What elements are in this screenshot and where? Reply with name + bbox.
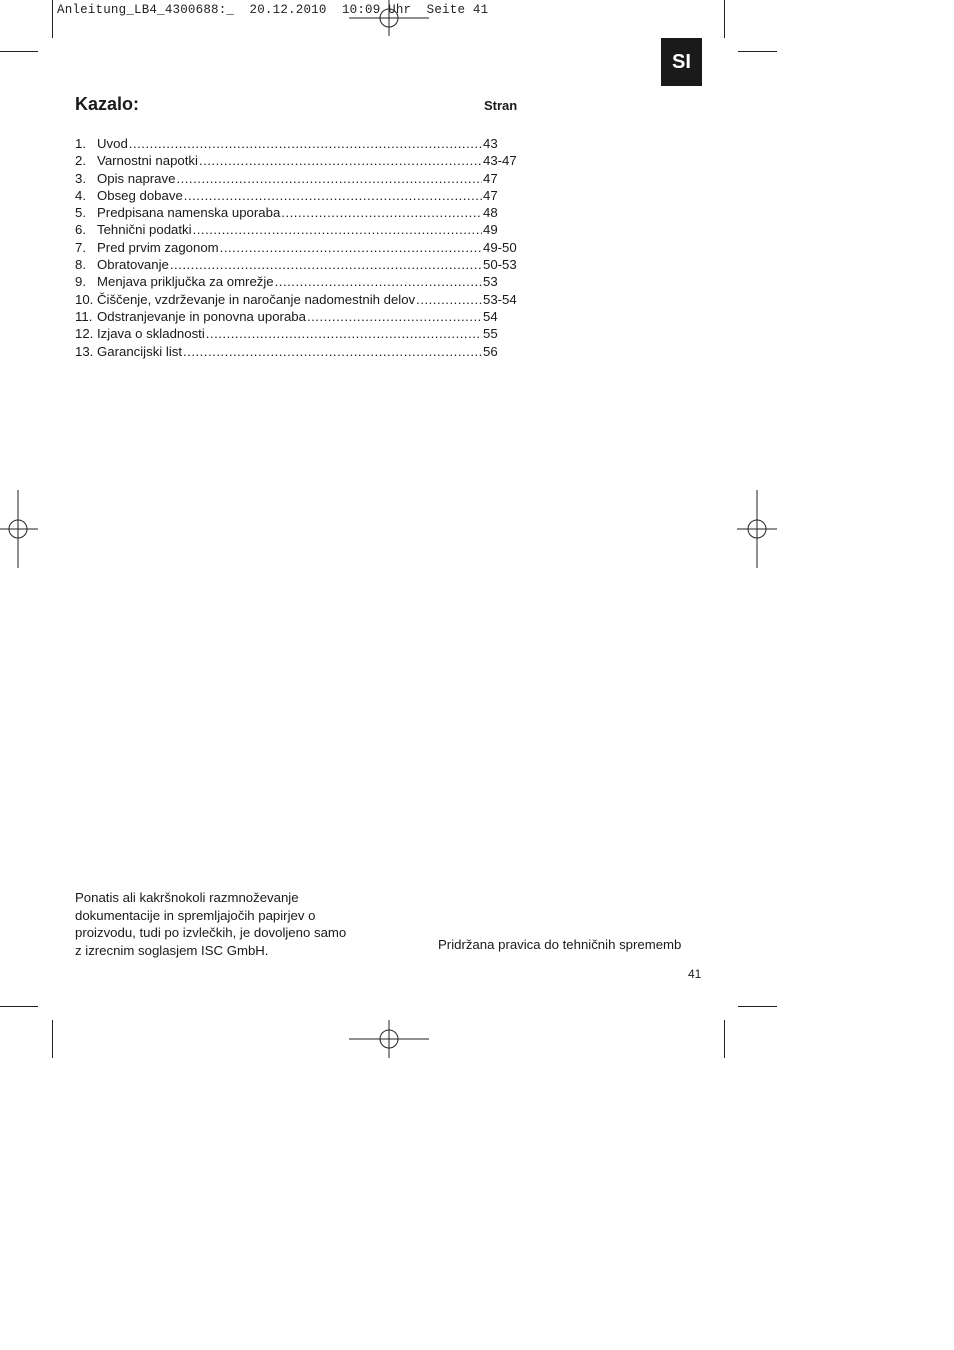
toc-entry-page: 54: [483, 308, 498, 324]
toc-entry-label: Predpisana namenska uporaba: [97, 205, 281, 221]
toc-entry[interactable]: [75, 152, 521, 169]
toc-dot-leader: [129, 135, 482, 152]
registration-mark-left-icon: [0, 490, 40, 568]
toc-entry-label: Obseg dobave: [97, 187, 183, 203]
table-of-contents: [75, 135, 521, 360]
toc-entry-page: 48: [483, 205, 498, 221]
toc-entry-label: Čiščenje, vzdrževanje in naročanje nadomestnih delov: [97, 291, 416, 307]
toc-entry-number: 5.: [75, 205, 86, 221]
crop-mark-top-left-horizontal: [0, 51, 38, 52]
toc-entry[interactable]: [75, 187, 521, 204]
toc-entry[interactable]: [75, 239, 521, 256]
toc-entry-number: 6.: [75, 222, 86, 238]
toc-entry-page: 49-50: [483, 239, 517, 255]
toc-dot-leader: [193, 221, 482, 238]
copyright-note: [75, 889, 385, 959]
toc-dot-leader: [307, 308, 482, 325]
toc-title: Kazalo:: [75, 94, 140, 114]
toc-entry-number: 8.: [75, 257, 86, 273]
toc-entry-page: 43: [483, 136, 498, 151]
crop-mark-bottom-left-horizontal: [0, 1006, 38, 1007]
copyright-line: Ponatis ali kakršnokoli razmnoževanje: [75, 890, 299, 905]
crop-mark-top-left-vertical: [52, 0, 53, 38]
toc-entry[interactable]: [75, 273, 521, 290]
toc-entry-page: 56: [483, 343, 498, 359]
toc-entry[interactable]: [75, 221, 521, 238]
toc-entry-label: Odstranjevanje in ponovna uporaba: [97, 308, 306, 324]
toc-dot-leader: [275, 273, 482, 290]
toc-entry[interactable]: [75, 204, 521, 221]
toc-entry[interactable]: [75, 135, 521, 152]
toc-entry-number: 12.: [75, 326, 94, 342]
toc-entry-page: 55: [483, 326, 498, 342]
toc-entry-label: Obratovanje: [97, 257, 169, 273]
toc-entry-page: 49: [483, 222, 498, 238]
registration-mark-right-icon: [737, 490, 777, 568]
print-slug: Anleitung_LB4_4300688:_ 20.12.2010 10:09 Uhr Seite 41: [57, 3, 489, 17]
toc-entry-page: 53: [483, 274, 498, 290]
crop-mark-top-right-vertical: [724, 0, 725, 38]
toc-dot-leader: [184, 187, 482, 204]
toc-entry-page: 50-53: [483, 257, 517, 273]
toc-entry[interactable]: [75, 291, 521, 308]
crop-mark-bottom-right-vertical: [724, 1020, 725, 1058]
registration-mark-top-icon: [349, 0, 429, 40]
toc-dot-leader: [416, 291, 482, 308]
toc-entry-number: 9.: [75, 274, 86, 290]
toc-entry-label: Opis naprave: [97, 170, 176, 186]
toc-entry[interactable]: [75, 325, 521, 342]
toc-page-column-label: Stran: [484, 98, 518, 113]
toc-entry-number: 11.: [75, 308, 93, 324]
toc-dot-leader: [206, 325, 482, 342]
toc-entry-number: 3.: [75, 170, 86, 186]
crop-mark-bottom-left-vertical: [52, 1020, 53, 1058]
toc-entry-label: Varnostni napotki: [97, 153, 198, 169]
language-badge: SI: [661, 38, 702, 86]
toc-entry-page: 43-47: [483, 153, 517, 169]
toc-entry-label: Izjava o skladnosti: [97, 326, 205, 342]
toc-dot-leader: [281, 204, 482, 221]
technical-changes-note: Pridržana pravica do tehničnih sprememb: [438, 937, 682, 952]
copyright-line: proizvodu, tudi po izvlečkih, je dovoljeno samo: [75, 925, 347, 940]
toc-entry[interactable]: [75, 256, 521, 273]
toc-entry-page: 53-54: [483, 291, 517, 307]
toc-entry[interactable]: [75, 170, 521, 187]
copyright-line: z izrecnim soglasjem ISC GmbH.: [75, 942, 269, 958]
toc-entry[interactable]: [75, 343, 521, 360]
crop-mark-top-right-horizontal: [738, 51, 777, 52]
registration-mark-bottom-icon: [349, 1020, 429, 1058]
toc-entry-number: 4.: [75, 187, 86, 203]
toc-entry-number: 7.: [75, 239, 86, 255]
toc-entry-number: 1.: [75, 136, 86, 151]
toc-entry-label: Pred prvim zagonom: [97, 239, 219, 255]
toc-dot-leader: [170, 256, 482, 273]
toc-dot-leader: [220, 239, 482, 256]
page-number: 41: [688, 967, 702, 981]
copyright-line: dokumentacije in spremljajočih papirjev o: [75, 907, 316, 923]
crop-mark-bottom-right-horizontal: [738, 1006, 777, 1007]
toc-entry-label: Uvod: [97, 136, 128, 151]
toc-entry-page: 47: [483, 187, 498, 203]
toc-entry-label: Menjava priključka za omrežje: [97, 274, 274, 290]
toc-entry-label: Garancijski list: [97, 343, 183, 359]
toc-entry[interactable]: [75, 308, 521, 325]
toc-dot-leader: [176, 170, 482, 187]
toc-dot-leader: [183, 343, 482, 360]
toc-entry-page: 47: [483, 170, 498, 186]
toc-dot-leader: [199, 152, 482, 169]
toc-entry-label: Tehnični podatki: [97, 222, 192, 238]
toc-entry-number: 10.: [75, 291, 94, 307]
toc-entry-number: 13.: [75, 343, 94, 359]
toc-entry-number: 2.: [75, 153, 86, 169]
